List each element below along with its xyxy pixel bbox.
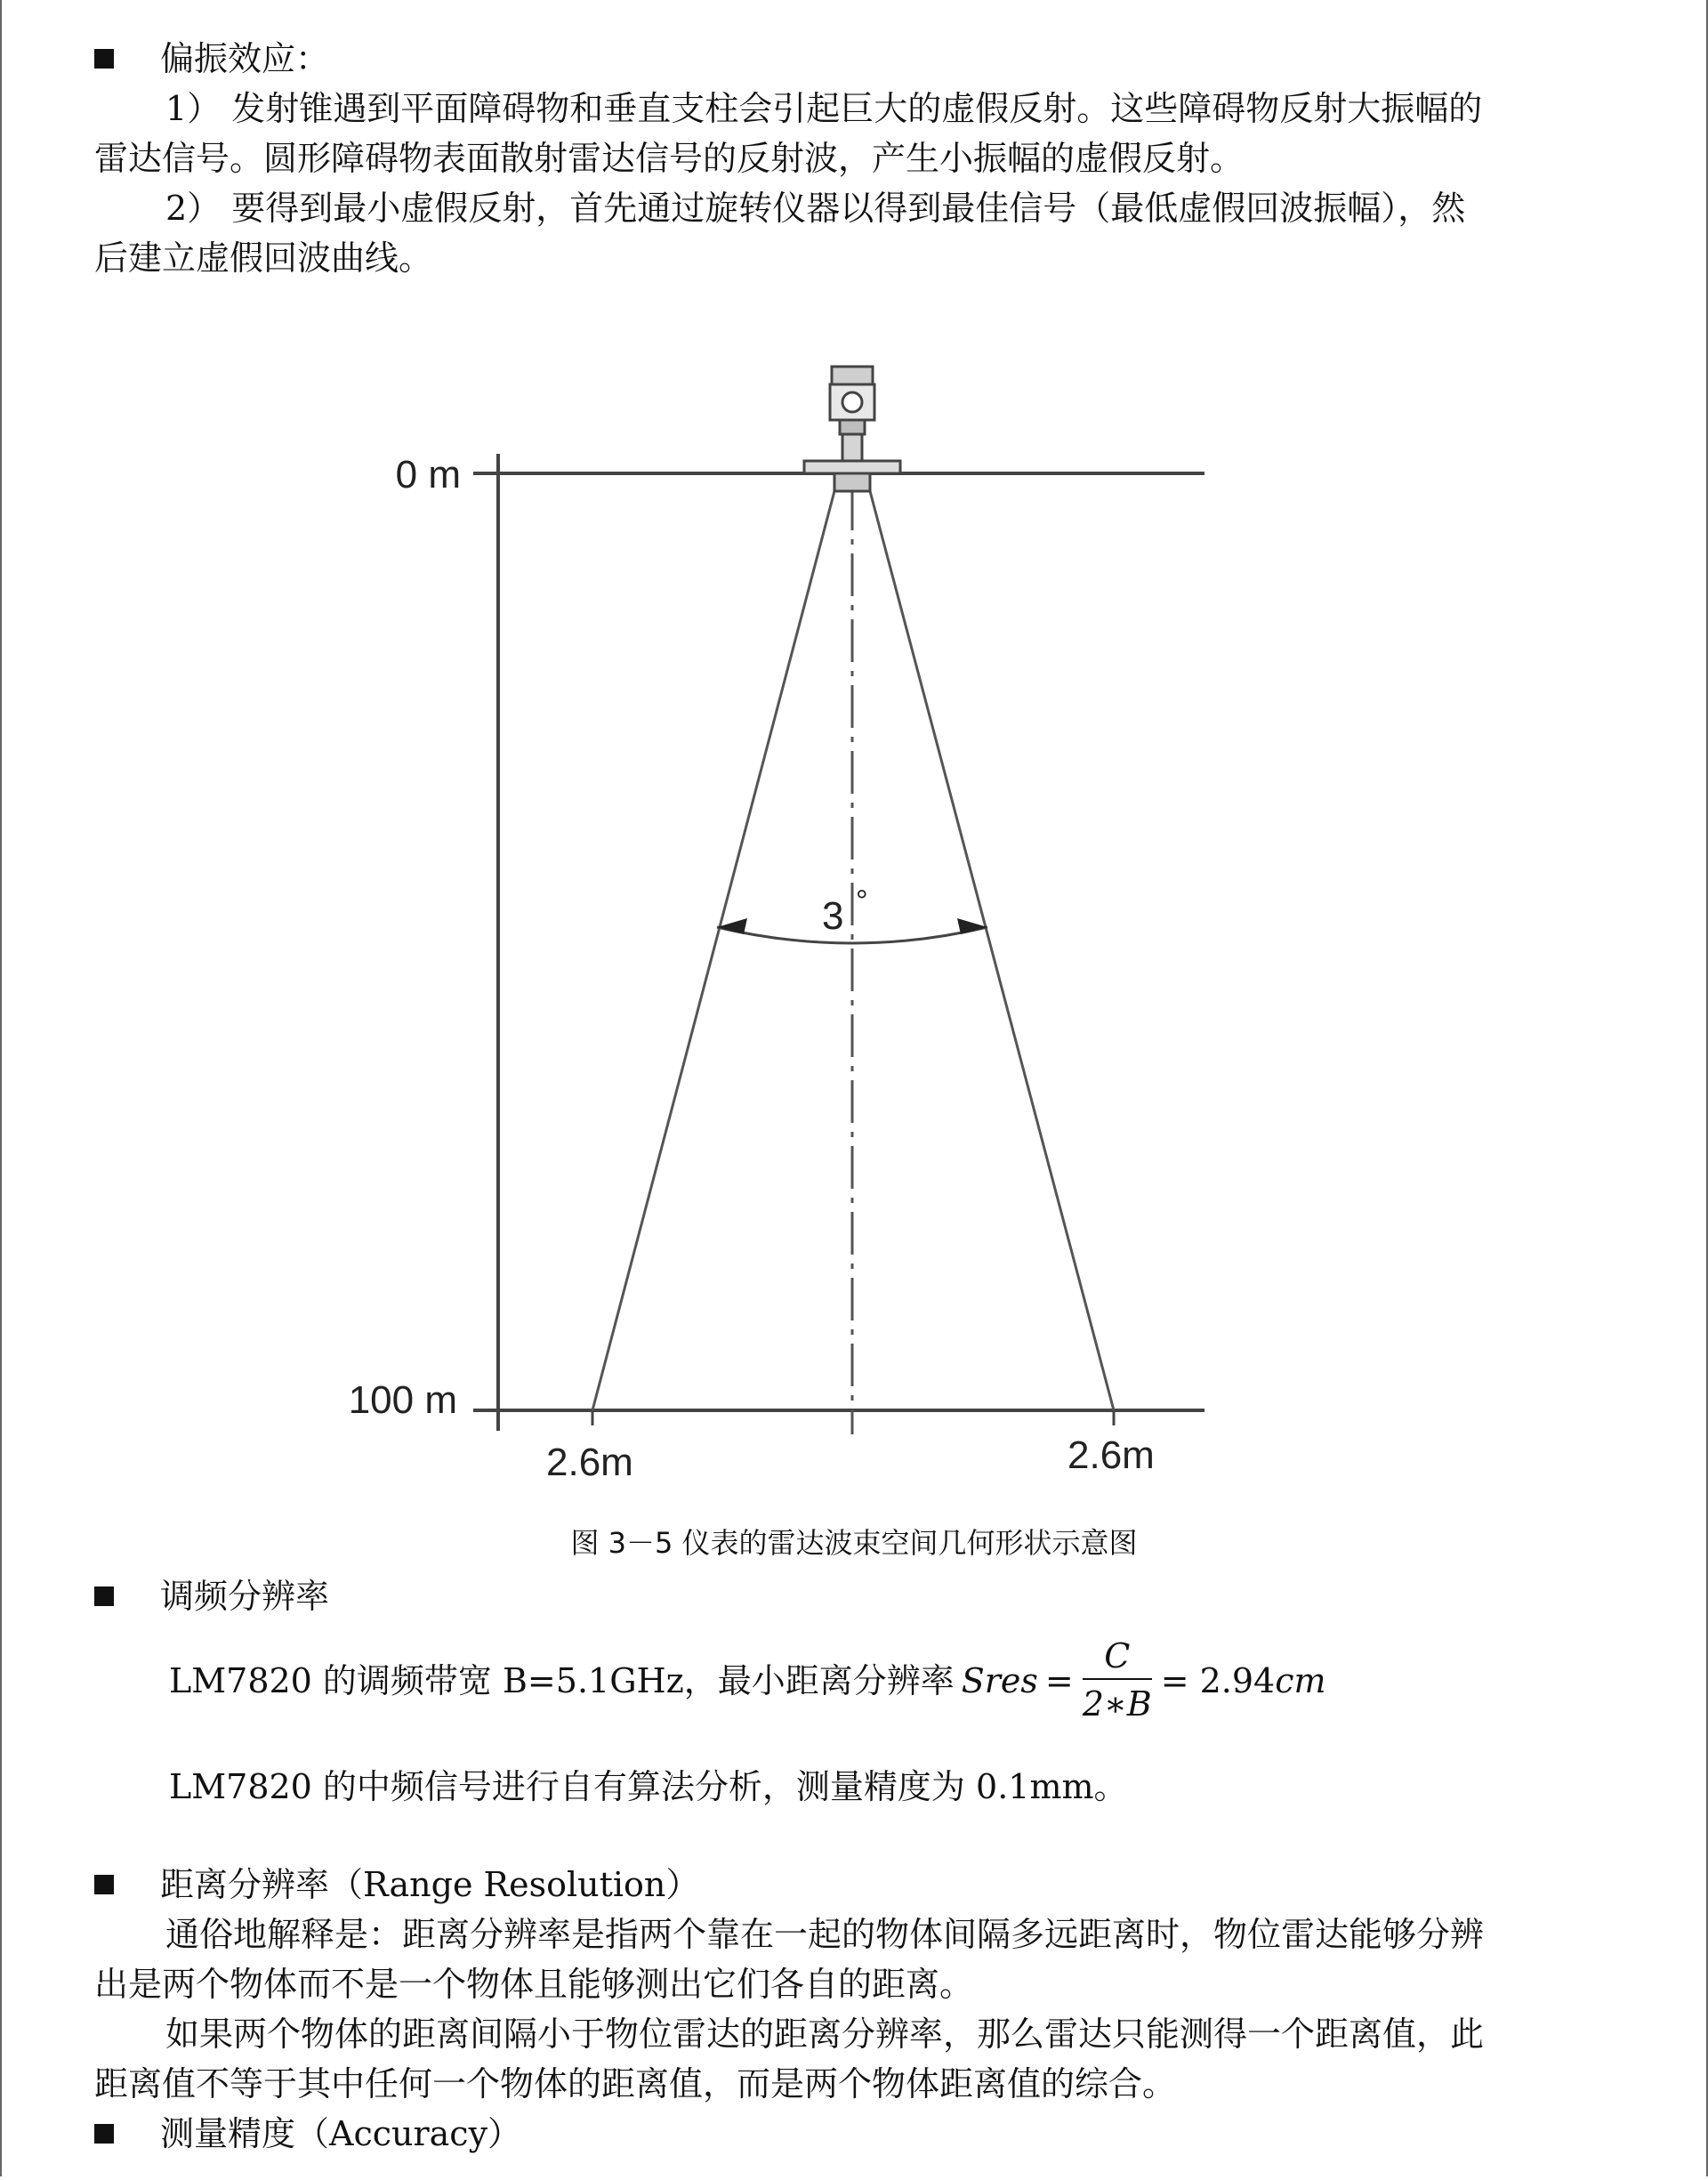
- formula-fraction: [1083, 1634, 1152, 1728]
- heading-range-resolution: [94, 1860, 1624, 1910]
- resolution-formula-row: [169, 1634, 1326, 1728]
- paragraph-line: 出是两个物体而不是一个物体且能够测出它们各自的距离。: [94, 1965, 974, 2004]
- paragraph-line: 2） 要得到最小虚假反射，首先通过旋转仪器以得到最佳信号（最低虚假回波振幅），然: [165, 189, 1466, 228]
- paragraph-line: 后建立虚假回波曲线。: [94, 238, 433, 278]
- heading-text: 偏振效应：: [160, 39, 330, 78]
- section-fm-resolution: [94, 1571, 1624, 1621]
- heading-fm-resolution: [94, 1571, 1624, 1621]
- paragraph-line: 雷达信号。圆形障碍物表面散射雷达信号的反射波，产生小振幅的虚假反射。: [94, 139, 1245, 178]
- formula-numerator: C: [1104, 1636, 1131, 1675]
- paragraph-line: 通俗地解释是：距离分辨率是指两个靠在一起的物体间隔多远距离时，物位雷达能够分辨: [165, 1915, 1485, 1954]
- label-0m: 0 m: [395, 453, 461, 497]
- formula-prefix: LM7820 的调频带宽 B=5.1GHz，最小距离分辨率: [169, 1661, 955, 1700]
- heading-text: 距离分辨率（Range Resolution）: [160, 1865, 700, 1904]
- bullet-square-icon: [94, 1875, 114, 1894]
- bullet-square-icon: [94, 2124, 114, 2144]
- heading-accuracy: [94, 2109, 1624, 2159]
- heading-text: 测量精度（Accuracy）: [160, 2114, 522, 2153]
- heading-text: 调频分辨率: [160, 1577, 330, 1616]
- formula-lhs: Sres: [961, 1661, 1038, 1700]
- label-100m: 100 m: [348, 1378, 457, 1422]
- paragraph-line: 1） 发射锥遇到平面障碍物和垂直支柱会引起巨大的虚假反射。这些障碍物反射大振幅的: [165, 89, 1483, 128]
- radar-beam-diagram: [0, 338, 1708, 1513]
- paragraph-line: 距离值不等于其中任何一个物体的距离值，而是两个物体距离值的综合。: [94, 2064, 1177, 2103]
- left-width-label: 2.6m: [546, 1441, 633, 1484]
- formula-denominator: 2∗B: [1082, 1684, 1152, 1724]
- bullet-square-icon: [94, 1587, 114, 1606]
- section-range-resolution: [94, 1860, 1624, 2159]
- bullet-square-icon: [94, 49, 114, 69]
- formula-equals: =: [1044, 1661, 1074, 1700]
- beam-left-edge: [592, 491, 834, 1410]
- section-polarization: [94, 34, 1624, 283]
- figure-caption: 图 3－5 仪表的雷达波束空间几何形状示意图: [570, 1526, 1138, 1560]
- degree-symbol: °: [856, 884, 868, 918]
- heading-polarization: [94, 34, 1624, 84]
- formula-unit: cm: [1275, 1661, 1326, 1700]
- formula-rhs: = 2.94: [1160, 1661, 1276, 1700]
- right-width-label: 2.6m: [1068, 1433, 1155, 1477]
- accuracy-statement: [169, 1762, 1128, 1812]
- angle-value-label: 3: [822, 894, 844, 938]
- accuracy-text: LM7820 的中频信号进行自有算法分析，测量精度为 0.1mm。: [169, 1767, 1128, 1806]
- beam-right-edge: [870, 491, 1114, 1410]
- paragraph-line: 如果两个物体的距离间隔小于物位雷达的距离分辨率，那么雷达只能测得一个距离值，此: [165, 2014, 1485, 2054]
- radar-instrument-icon: [804, 367, 900, 491]
